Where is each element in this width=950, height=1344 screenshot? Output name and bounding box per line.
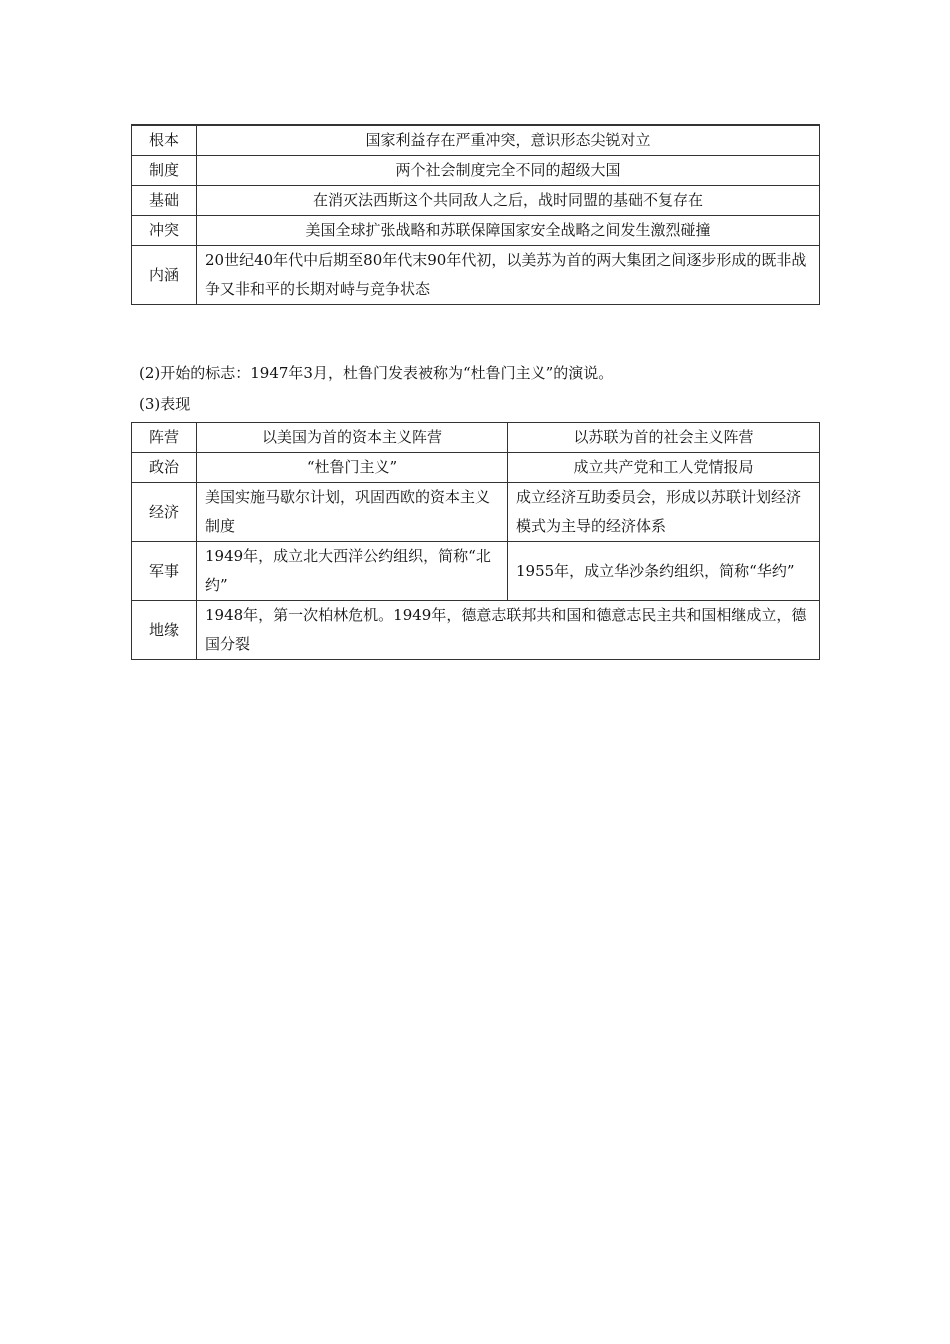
row-label: 政治 bbox=[132, 453, 197, 483]
row-content: 美国全球扩张战略和苏联保障国家安全战略之间发生激烈碰撞 bbox=[197, 216, 820, 246]
row-content: 20世纪40年代中后期至80年代末90年代初，以美苏为首的两大集团之间逐步形成的既非战争又非和平的长期对峙与竞争状态 bbox=[197, 246, 820, 305]
header-camp: 阵营 bbox=[132, 423, 197, 453]
usa-cell: 美国实施马歇尔计划，巩固西欧的资本主义制度 bbox=[197, 483, 508, 542]
row-label: 制度 bbox=[132, 156, 197, 186]
table-row bbox=[132, 483, 820, 542]
table-header-row bbox=[132, 423, 820, 453]
row-label: 冲突 bbox=[132, 216, 197, 246]
usa-cell: 1949年，成立北大西洋公约组织，简称“北约” bbox=[197, 542, 508, 601]
row-label: 根本 bbox=[132, 126, 197, 156]
cold-war-manifestation-table bbox=[131, 422, 820, 660]
table-row bbox=[132, 186, 820, 216]
cold-war-causes-table bbox=[131, 124, 820, 305]
table-row bbox=[132, 156, 820, 186]
header-ussr-camp: 以苏联为首的社会主义阵营 bbox=[508, 423, 820, 453]
row-content: 国家利益存在严重冲突，意识形态尖锐对立 bbox=[197, 126, 820, 156]
table-row bbox=[132, 601, 820, 660]
manifestation-heading: (3)表现 bbox=[139, 395, 191, 413]
ussr-cell: 1955年，成立华沙条约组织，简称“华约” bbox=[508, 542, 820, 601]
table-row bbox=[132, 216, 820, 246]
table-row bbox=[132, 246, 820, 305]
row-label: 军事 bbox=[132, 542, 197, 601]
row-content: 在消灭法西斯这个共同敌人之后，战时同盟的基础不复存在 bbox=[197, 186, 820, 216]
ussr-cell: 成立经济互助委员会，形成以苏联计划经济模式为主导的经济体系 bbox=[508, 483, 820, 542]
row-label: 经济 bbox=[132, 483, 197, 542]
usa-cell: “杜鲁门主义” bbox=[197, 453, 508, 483]
row-label: 基础 bbox=[132, 186, 197, 216]
geo-cell: 1948年，第一次柏林危机。1949年，德意志联邦共和国和德意志民主共和国相继成立，德国分裂 bbox=[197, 601, 820, 660]
row-label: 内涵 bbox=[132, 246, 197, 305]
ussr-cell: 成立共产党和工人党情报局 bbox=[508, 453, 820, 483]
row-label: 地缘 bbox=[132, 601, 197, 660]
row-content: 两个社会制度完全不同的超级大国 bbox=[197, 156, 820, 186]
header-usa-camp: 以美国为首的资本主义阵营 bbox=[197, 423, 508, 453]
table-row bbox=[132, 126, 820, 156]
table-row bbox=[132, 453, 820, 483]
start-marker-paragraph: (2)开始的标志：1947年3月，杜鲁门发表被称为“杜鲁门主义”的演说。 bbox=[139, 364, 614, 382]
table-row bbox=[132, 542, 820, 601]
